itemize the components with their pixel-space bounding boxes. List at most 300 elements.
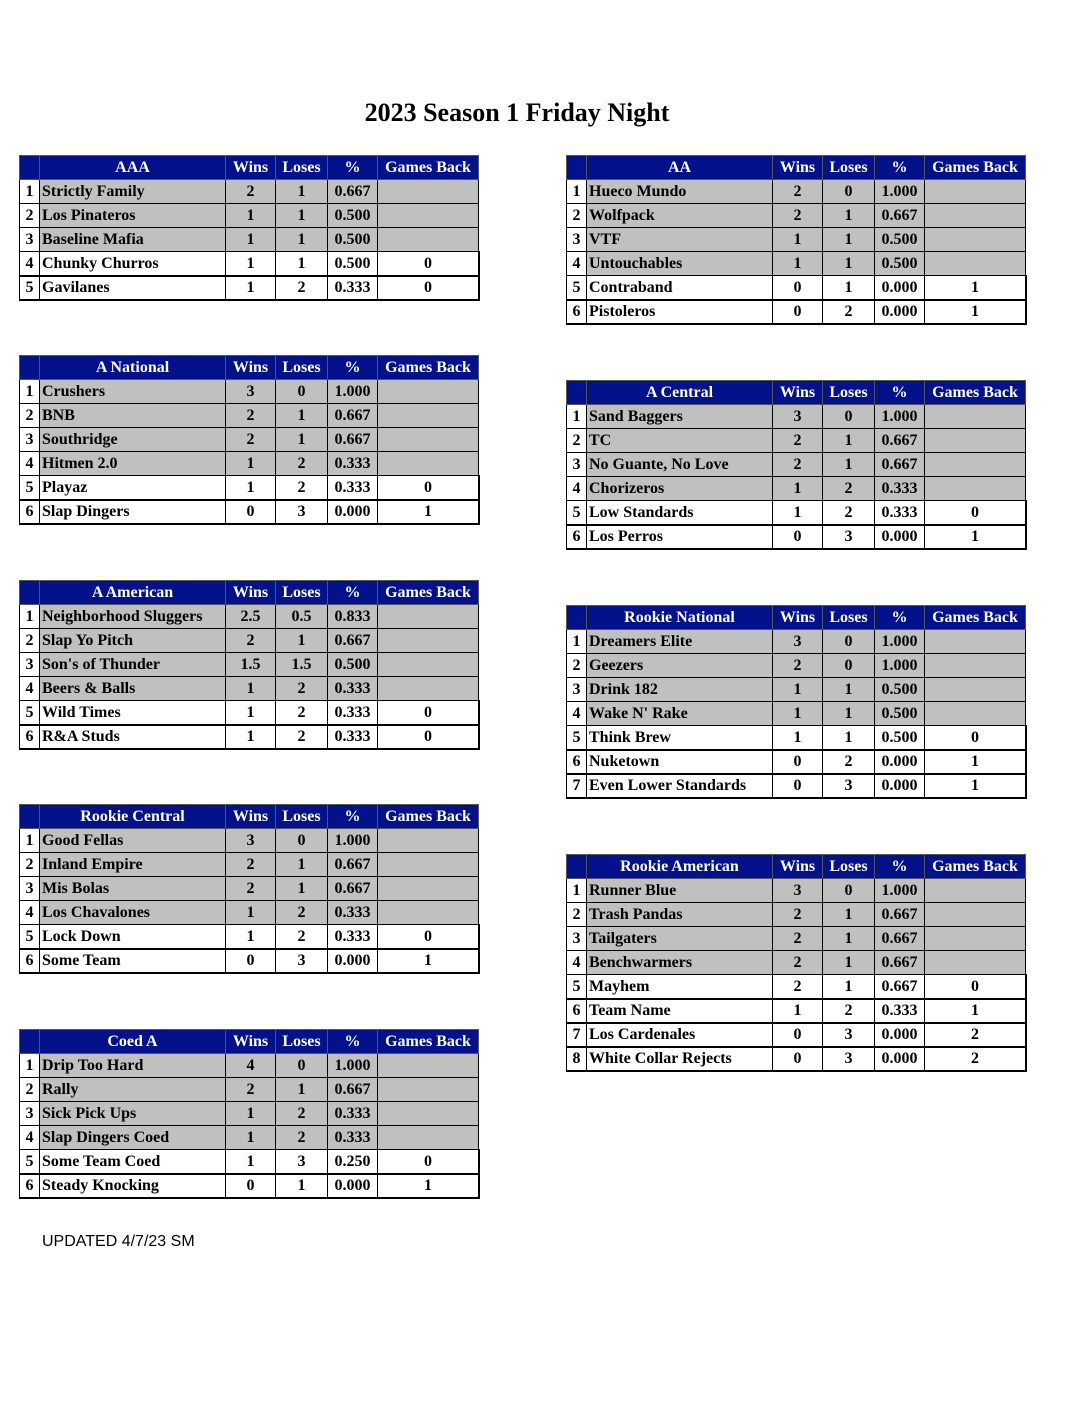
- header-games-back: Games Back: [378, 156, 479, 180]
- header-pct: %: [875, 855, 925, 879]
- table-row: [567, 204, 1026, 228]
- table-row: [567, 525, 1026, 549]
- wins-cell: 1: [773, 252, 823, 276]
- table-row: [567, 702, 1026, 726]
- rank-cell: 4: [20, 452, 40, 476]
- rank-cell: 5: [20, 925, 40, 949]
- pct-cell: 0.000: [875, 300, 925, 324]
- rank-cell: 1: [567, 180, 587, 204]
- wins-cell: 2: [773, 180, 823, 204]
- loses-cell: 1: [823, 453, 875, 477]
- header-division-name: Coed A: [40, 1030, 226, 1054]
- wins-cell: 1: [773, 726, 823, 750]
- rank-cell: 6: [20, 1174, 40, 1198]
- loses-cell: 1: [276, 204, 328, 228]
- loses-cell: 1: [823, 228, 875, 252]
- table-row: [20, 404, 479, 428]
- games-back-cell: [378, 605, 479, 629]
- games-back-cell: 1: [378, 500, 479, 524]
- wins-cell: 2: [226, 853, 276, 877]
- header-division-name: Rookie Central: [40, 805, 226, 829]
- team-name-cell: Gavilanes: [40, 276, 226, 300]
- rank-cell: 2: [20, 629, 40, 653]
- loses-cell: 2: [823, 999, 875, 1023]
- wins-cell: 1: [226, 1102, 276, 1126]
- games-back-cell: [378, 1054, 479, 1078]
- pct-cell: 0.000: [875, 774, 925, 798]
- pct-cell: 0.500: [875, 228, 925, 252]
- standings-table-a-central: [566, 380, 1026, 549]
- wins-cell: 2: [773, 453, 823, 477]
- rank-cell: 6: [567, 750, 587, 774]
- loses-cell: 0: [823, 654, 875, 678]
- header-rank: [20, 581, 40, 605]
- loses-cell: 1: [823, 903, 875, 927]
- pct-cell: 1.000: [875, 879, 925, 903]
- team-name-cell: Beers & Balls: [40, 677, 226, 701]
- games-back-cell: [925, 654, 1026, 678]
- header-loses: Loses: [276, 356, 328, 380]
- header-rank: [20, 1030, 40, 1054]
- loses-cell: 1: [823, 951, 875, 975]
- header-games-back: Games Back: [925, 381, 1026, 405]
- pct-cell: 0.333: [328, 701, 378, 725]
- header-games-back: Games Back: [378, 356, 479, 380]
- table-row: [567, 975, 1026, 999]
- pct-cell: 0.500: [875, 678, 925, 702]
- loses-cell: 3: [823, 525, 875, 549]
- rank-cell: 7: [567, 1023, 587, 1047]
- table-row: [567, 228, 1026, 252]
- wins-cell: 2: [226, 877, 276, 901]
- wins-cell: 1: [226, 252, 276, 276]
- rank-cell: 4: [567, 951, 587, 975]
- wins-cell: 2: [773, 975, 823, 999]
- pct-cell: 0.000: [328, 1174, 378, 1198]
- wins-cell: 2: [773, 429, 823, 453]
- wins-cell: 3: [773, 630, 823, 654]
- header-loses: Loses: [276, 1030, 328, 1054]
- games-back-cell: [925, 180, 1026, 204]
- rank-cell: 6: [567, 999, 587, 1023]
- games-back-cell: [925, 477, 1026, 501]
- team-name-cell: Los Perros: [587, 525, 773, 549]
- loses-cell: 0: [276, 380, 328, 404]
- header-games-back: Games Back: [925, 855, 1026, 879]
- team-name-cell: Slap Dingers Coed: [40, 1126, 226, 1150]
- table-row: [20, 605, 479, 629]
- header-division-name: A National: [40, 356, 226, 380]
- games-back-cell: [925, 429, 1026, 453]
- standings-header-row: [567, 156, 1026, 180]
- pct-cell: 0.500: [875, 702, 925, 726]
- pct-cell: 0.667: [875, 951, 925, 975]
- wins-cell: 0: [773, 276, 823, 300]
- rank-cell: 6: [20, 500, 40, 524]
- rank-cell: 5: [567, 975, 587, 999]
- games-back-cell: [925, 678, 1026, 702]
- rank-cell: 1: [20, 1054, 40, 1078]
- pct-cell: 1.000: [328, 829, 378, 853]
- wins-cell: 1: [226, 1126, 276, 1150]
- loses-cell: 0: [276, 829, 328, 853]
- table-row: [20, 1054, 479, 1078]
- header-division-name: Rookie American: [587, 855, 773, 879]
- pct-cell: 0.667: [328, 1078, 378, 1102]
- rank-cell: 3: [20, 653, 40, 677]
- loses-cell: 2: [276, 677, 328, 701]
- rank-cell: 4: [20, 901, 40, 925]
- pct-cell: 0.000: [875, 525, 925, 549]
- wins-cell: 1: [226, 725, 276, 749]
- games-back-cell: [378, 853, 479, 877]
- header-wins: Wins: [226, 581, 276, 605]
- team-name-cell: Wild Times: [40, 701, 226, 725]
- team-name-cell: Team Name: [587, 999, 773, 1023]
- table-row: [567, 300, 1026, 324]
- wins-cell: 0: [773, 300, 823, 324]
- team-name-cell: Geezers: [587, 654, 773, 678]
- rank-cell: 4: [20, 1126, 40, 1150]
- team-name-cell: Runner Blue: [587, 879, 773, 903]
- wins-cell: 1: [773, 501, 823, 525]
- games-back-cell: [925, 879, 1026, 903]
- team-name-cell: Tailgaters: [587, 927, 773, 951]
- loses-cell: 3: [823, 1023, 875, 1047]
- rank-cell: 2: [20, 853, 40, 877]
- wins-cell: 2: [773, 654, 823, 678]
- header-wins: Wins: [773, 156, 823, 180]
- pct-cell: 0.667: [875, 429, 925, 453]
- table-row: [567, 903, 1026, 927]
- loses-cell: 0.5: [276, 605, 328, 629]
- pct-cell: 0.333: [328, 452, 378, 476]
- pct-cell: 0.500: [875, 252, 925, 276]
- games-back-cell: [378, 1078, 479, 1102]
- table-row: [567, 501, 1026, 525]
- table-row: [567, 630, 1026, 654]
- loses-cell: 1: [276, 180, 328, 204]
- pct-cell: 0.667: [328, 877, 378, 901]
- wins-cell: 1.5: [226, 653, 276, 677]
- loses-cell: 1: [276, 629, 328, 653]
- pct-cell: 0.667: [875, 204, 925, 228]
- wins-cell: 2: [773, 204, 823, 228]
- games-back-cell: [925, 951, 1026, 975]
- games-back-cell: [925, 405, 1026, 429]
- wins-cell: 3: [773, 405, 823, 429]
- pct-cell: 0.333: [328, 725, 378, 749]
- rank-cell: 3: [567, 927, 587, 951]
- wins-cell: 2: [226, 180, 276, 204]
- team-name-cell: Drip Too Hard: [40, 1054, 226, 1078]
- games-back-cell: 1: [378, 949, 479, 973]
- games-back-cell: 0: [378, 276, 479, 300]
- header-pct: %: [328, 805, 378, 829]
- rank-cell: 3: [20, 877, 40, 901]
- games-back-cell: [925, 927, 1026, 951]
- wins-cell: 1: [773, 678, 823, 702]
- team-name-cell: Mis Bolas: [40, 877, 226, 901]
- table-row: [567, 927, 1026, 951]
- pct-cell: 0.667: [328, 853, 378, 877]
- pct-cell: 0.333: [328, 476, 378, 500]
- games-back-cell: 2: [925, 1047, 1026, 1071]
- standings-table-aa: [566, 155, 1026, 324]
- table-row: [567, 1023, 1026, 1047]
- team-name-cell: Sand Baggers: [587, 405, 773, 429]
- games-back-cell: 2: [925, 1023, 1026, 1047]
- pct-cell: 0.833: [328, 605, 378, 629]
- pct-cell: 0.333: [328, 677, 378, 701]
- rank-cell: 5: [567, 501, 587, 525]
- pct-cell: 0.333: [328, 1126, 378, 1150]
- rank-cell: 2: [20, 204, 40, 228]
- header-wins: Wins: [226, 356, 276, 380]
- games-back-cell: [925, 903, 1026, 927]
- rank-cell: 3: [567, 678, 587, 702]
- table-row: [567, 276, 1026, 300]
- team-name-cell: Southridge: [40, 428, 226, 452]
- pct-cell: 1.000: [328, 1054, 378, 1078]
- team-name-cell: Slap Yo Pitch: [40, 629, 226, 653]
- games-back-cell: [925, 228, 1026, 252]
- standings-header-row: [20, 581, 479, 605]
- games-back-cell: [925, 204, 1026, 228]
- pct-cell: 0.000: [328, 500, 378, 524]
- wins-cell: 0: [773, 1047, 823, 1071]
- standings-table-rookie-american: [566, 854, 1026, 1071]
- team-name-cell: Dreamers Elite: [587, 630, 773, 654]
- pct-cell: 0.000: [875, 276, 925, 300]
- table-row: [567, 429, 1026, 453]
- table-row: [567, 654, 1026, 678]
- loses-cell: 3: [276, 1150, 328, 1174]
- wins-cell: 0: [226, 949, 276, 973]
- team-name-cell: Chunky Churros: [40, 252, 226, 276]
- team-name-cell: Some Team: [40, 949, 226, 973]
- wins-cell: 1: [773, 702, 823, 726]
- standings-header-row: [20, 1030, 479, 1054]
- loses-cell: 2: [276, 1126, 328, 1150]
- wins-cell: 2: [226, 629, 276, 653]
- table-row: [20, 725, 479, 749]
- loses-cell: 2: [276, 701, 328, 725]
- table-row: [567, 678, 1026, 702]
- loses-cell: 1: [823, 276, 875, 300]
- standings-header-row: [567, 855, 1026, 879]
- pct-cell: 0.667: [328, 428, 378, 452]
- table-row: [567, 726, 1026, 750]
- table-row: [567, 453, 1026, 477]
- table-row: [567, 1047, 1026, 1071]
- header-division-name: Rookie National: [587, 606, 773, 630]
- rank-cell: 4: [567, 702, 587, 726]
- games-back-cell: 0: [378, 701, 479, 725]
- team-name-cell: Baseline Mafia: [40, 228, 226, 252]
- rank-cell: 7: [567, 774, 587, 798]
- pct-cell: 0.667: [328, 404, 378, 428]
- wins-cell: 2: [773, 951, 823, 975]
- table-row: [20, 476, 479, 500]
- loses-cell: 0: [823, 405, 875, 429]
- loses-cell: 3: [823, 1047, 875, 1071]
- wins-cell: 4: [226, 1054, 276, 1078]
- table-row: [20, 677, 479, 701]
- table-row: [20, 180, 479, 204]
- pct-cell: 1.000: [875, 405, 925, 429]
- loses-cell: 3: [823, 774, 875, 798]
- header-rank: [20, 805, 40, 829]
- header-pct: %: [328, 356, 378, 380]
- team-name-cell: TC: [587, 429, 773, 453]
- team-name-cell: Lock Down: [40, 925, 226, 949]
- table-row: [567, 879, 1026, 903]
- header-wins: Wins: [226, 1030, 276, 1054]
- standings-table-a-american: [19, 580, 479, 749]
- team-name-cell: Nuketown: [587, 750, 773, 774]
- loses-cell: 2: [276, 476, 328, 500]
- games-back-cell: [378, 629, 479, 653]
- loses-cell: 1: [276, 877, 328, 901]
- rank-cell: 4: [20, 252, 40, 276]
- page-title: 2023 Season 1 Friday Night: [364, 98, 670, 127]
- table-row: [20, 1174, 479, 1198]
- pct-cell: 0.500: [328, 653, 378, 677]
- team-name-cell: Hitmen 2.0: [40, 452, 226, 476]
- wins-cell: 0: [773, 774, 823, 798]
- table-row: [20, 853, 479, 877]
- rank-cell: 5: [20, 276, 40, 300]
- games-back-cell: [925, 252, 1026, 276]
- header-pct: %: [328, 1030, 378, 1054]
- team-name-cell: Wolfpack: [587, 204, 773, 228]
- team-name-cell: Untouchables: [587, 252, 773, 276]
- pct-cell: 0.667: [875, 975, 925, 999]
- pct-cell: 0.333: [328, 901, 378, 925]
- wins-cell: 1: [226, 677, 276, 701]
- pct-cell: 0.333: [328, 276, 378, 300]
- wins-cell: 2: [226, 428, 276, 452]
- wins-cell: 0: [226, 1174, 276, 1198]
- pct-cell: 0.000: [328, 949, 378, 973]
- loses-cell: 2: [823, 750, 875, 774]
- rank-cell: 2: [567, 903, 587, 927]
- wins-cell: 1: [226, 228, 276, 252]
- games-back-cell: 0: [378, 252, 479, 276]
- table-row: [20, 949, 479, 973]
- standings-table-aaa: [19, 155, 479, 300]
- loses-cell: 2: [823, 300, 875, 324]
- pct-cell: 1.000: [875, 654, 925, 678]
- wins-cell: 3: [226, 829, 276, 853]
- table-row: [567, 951, 1026, 975]
- loses-cell: 1: [823, 702, 875, 726]
- header-wins: Wins: [773, 381, 823, 405]
- team-name-cell: Chorizeros: [587, 477, 773, 501]
- team-name-cell: Some Team Coed: [40, 1150, 226, 1174]
- team-name-cell: Neighborhood Sluggers: [40, 605, 226, 629]
- wins-cell: 1: [226, 925, 276, 949]
- wins-cell: 0: [773, 750, 823, 774]
- table-row: [20, 500, 479, 524]
- rank-cell: 6: [567, 525, 587, 549]
- wins-cell: 3: [226, 380, 276, 404]
- rank-cell: 5: [20, 1150, 40, 1174]
- header-pct: %: [328, 581, 378, 605]
- games-back-cell: [378, 404, 479, 428]
- header-rank: [567, 156, 587, 180]
- games-back-cell: [378, 877, 479, 901]
- standings-header-row: [20, 805, 479, 829]
- team-name-cell: Even Lower Standards: [587, 774, 773, 798]
- table-row: [20, 452, 479, 476]
- rank-cell: 6: [20, 725, 40, 749]
- table-row: [567, 477, 1026, 501]
- header-rank: [567, 606, 587, 630]
- table-row: [20, 653, 479, 677]
- pct-cell: 0.667: [875, 927, 925, 951]
- wins-cell: 1: [226, 204, 276, 228]
- rank-cell: 5: [567, 276, 587, 300]
- rank-cell: 2: [567, 429, 587, 453]
- header-division-name: AAA: [40, 156, 226, 180]
- standings-header-row: [20, 356, 479, 380]
- rank-cell: 2: [20, 1078, 40, 1102]
- wins-cell: 1: [226, 452, 276, 476]
- rank-cell: 1: [567, 405, 587, 429]
- table-row: [20, 204, 479, 228]
- loses-cell: 2: [276, 276, 328, 300]
- pct-cell: 0.667: [328, 180, 378, 204]
- table-row: [20, 901, 479, 925]
- games-back-cell: 0: [925, 975, 1026, 999]
- wins-cell: 1: [226, 276, 276, 300]
- team-name-cell: Inland Empire: [40, 853, 226, 877]
- games-back-cell: 1: [925, 300, 1026, 324]
- team-name-cell: Pistoleros: [587, 300, 773, 324]
- team-name-cell: Rally: [40, 1078, 226, 1102]
- rank-cell: 1: [567, 630, 587, 654]
- header-games-back: Games Back: [378, 581, 479, 605]
- standings-table-rookie-central: [19, 804, 479, 973]
- table-row: [20, 629, 479, 653]
- rank-cell: 2: [567, 204, 587, 228]
- header-pct: %: [875, 156, 925, 180]
- team-name-cell: R&A Studs: [40, 725, 226, 749]
- loses-cell: 1: [276, 428, 328, 452]
- table-row: [567, 999, 1026, 1023]
- loses-cell: 2: [823, 501, 875, 525]
- header-division-name: AA: [587, 156, 773, 180]
- table-row: [20, 228, 479, 252]
- table-row: [567, 405, 1026, 429]
- games-back-cell: [378, 677, 479, 701]
- table-row: [567, 774, 1026, 798]
- loses-cell: 2: [276, 901, 328, 925]
- rank-cell: 1: [567, 879, 587, 903]
- games-back-cell: [378, 428, 479, 452]
- pct-cell: 0.333: [875, 501, 925, 525]
- pct-cell: 0.333: [328, 1102, 378, 1126]
- loses-cell: 1: [823, 726, 875, 750]
- games-back-cell: 1: [925, 999, 1026, 1023]
- loses-cell: 1.5: [276, 653, 328, 677]
- rank-cell: 4: [20, 677, 40, 701]
- team-name-cell: Playaz: [40, 476, 226, 500]
- loses-cell: 1: [276, 1174, 328, 1198]
- team-name-cell: Son's of Thunder: [40, 653, 226, 677]
